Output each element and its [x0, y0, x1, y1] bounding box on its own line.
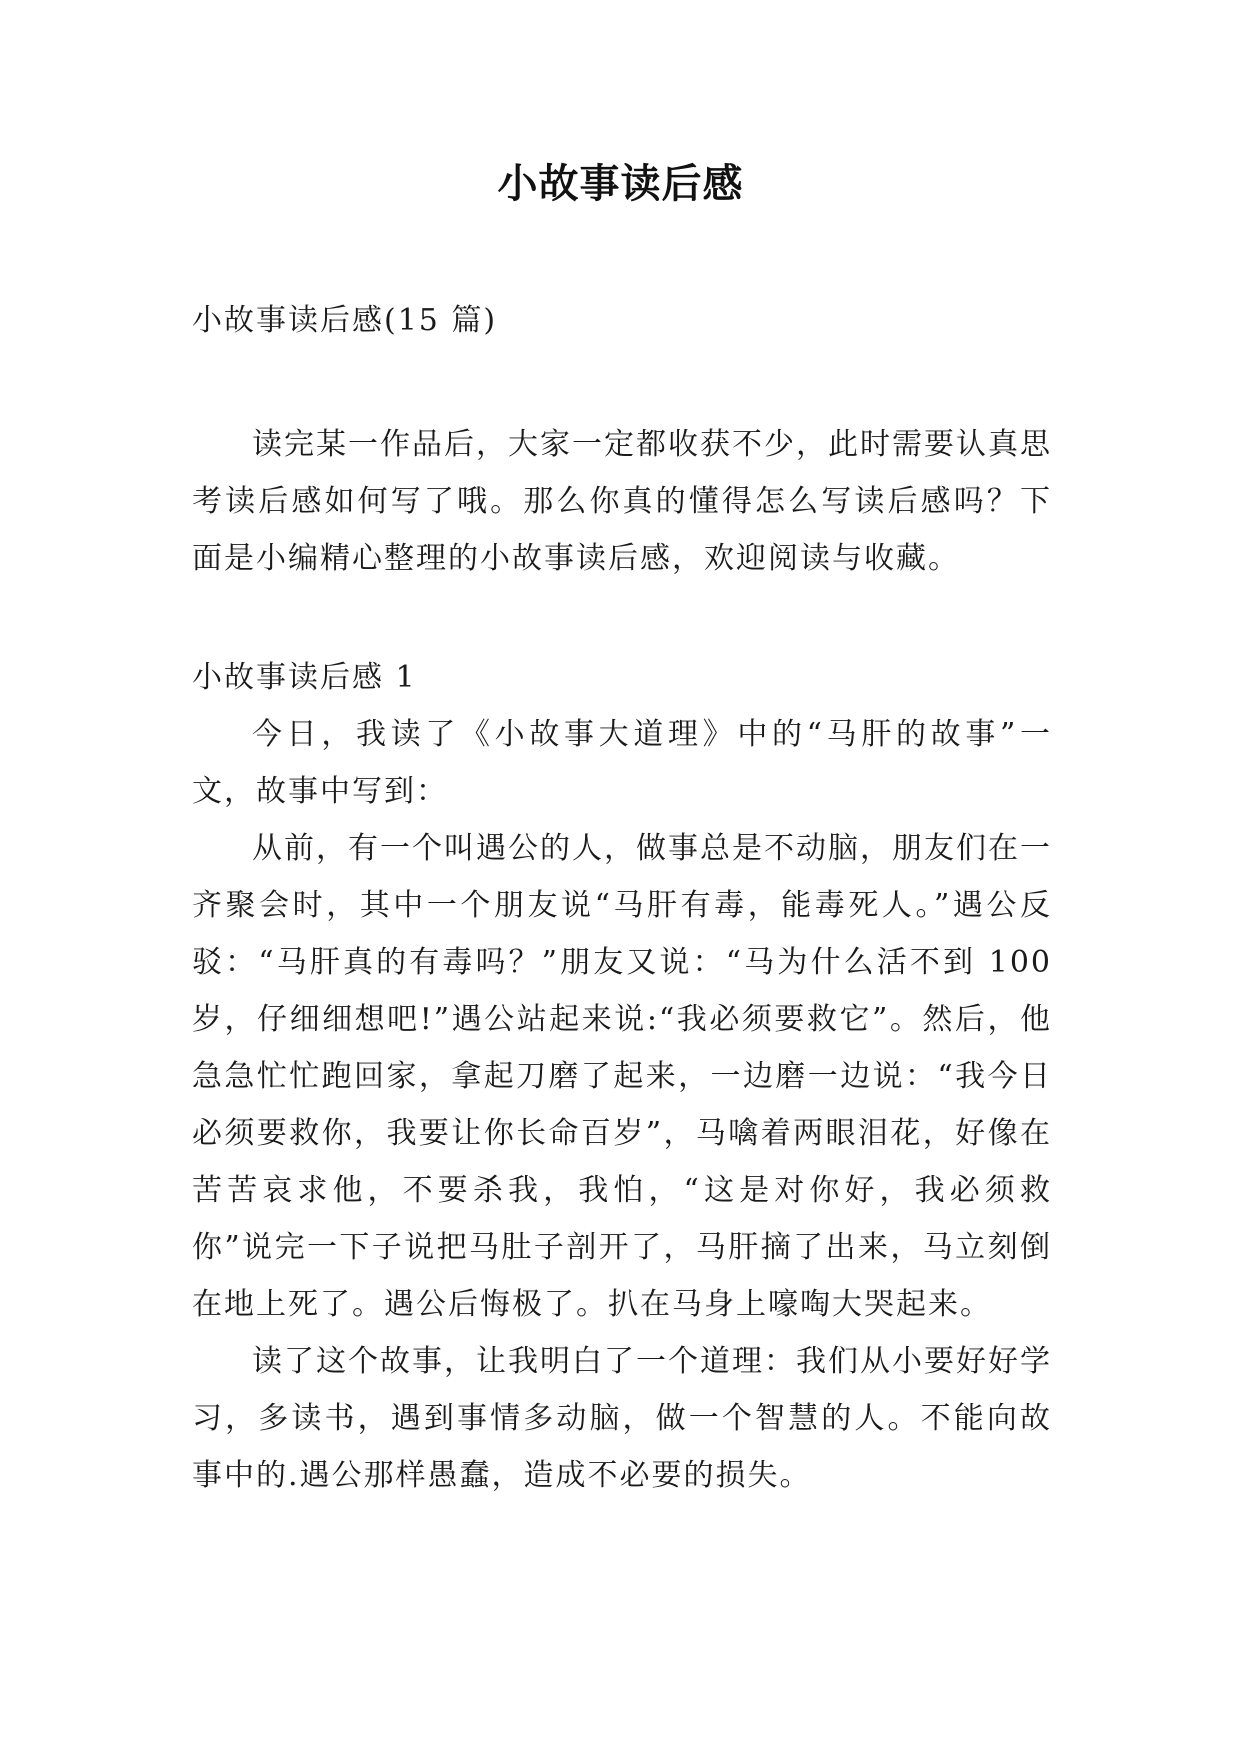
document-title: 小故事读后感 [497, 160, 744, 207]
document-body [192, 292, 1052, 1504]
story-paragraph-2: 从前，有一个叫遇公的人，做事总是不动脑，朋友们在一齐聚会时，其中一个朋友说“马肝有毒，能毒死人。”遇公反驳：“马肝真的有毒吗？”朋友又说：“马为什么活不到 100 岁，仔细细想吧!”遇公站起来说:“我必须要救它”。然后，他急急忙忙跑回家，拿起刀磨了起来，一边磨一边说：“我今日必须要救你，我要让你长命百岁”，马噙着两眼泪花，好像在苦苦哀求他，不要杀我，我怕，“这是对你好，我必须救你”说完一下子说把马肚子剖开了，马肝摘了出来，马立刻倒在地上死了。遇公后悔极了。扒在马身上嚎啕大哭起来。 [192, 831, 1052, 1322]
story-paragraph-1: 今日，我读了《小故事大道理》中的“马肝的故事”一文，故事中写到： [192, 717, 1052, 809]
story-paragraph-3: 读了这个故事，让我明白了一个道理：我们从小要好好学习，多读书，遇到事情多动脑，做一个智慧的人。不能向故事中的.遇公那样愚蠢，造成不必要的损失。 [192, 1344, 1052, 1493]
section-heading: 小故事读后感 1 [192, 660, 417, 695]
intro-paragraph: 读完某一作品后，大家一定都收获不少，此时需要认真思考读后感如何写了哦。那么你真的懂得怎么写读后感吗？下面是小编精心整理的小故事读后感，欢迎阅读与收藏。 [192, 427, 1052, 576]
document-subtitle: 小故事读后感(15 篇) [192, 303, 498, 338]
